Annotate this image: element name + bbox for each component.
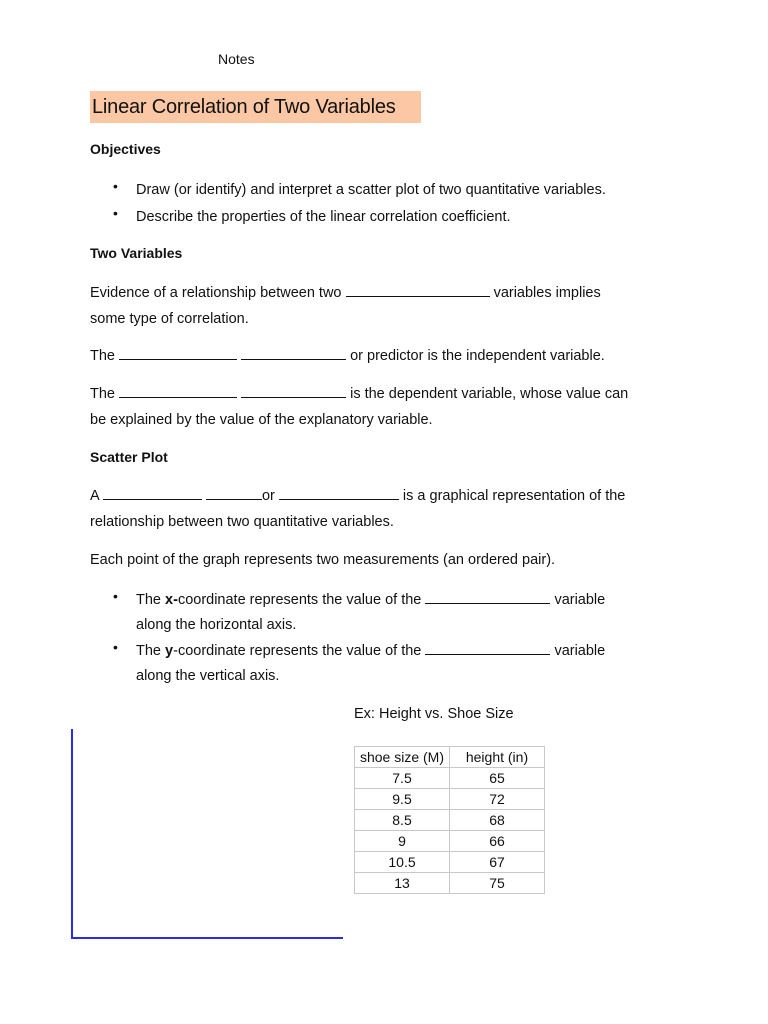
table-cell: 7.5 (355, 768, 450, 789)
table-row (355, 789, 545, 810)
paragraph-evidence: Evidence of a relationship between two variables implies some type of correlation. (90, 285, 601, 327)
objectives-heading: Objectives (90, 141, 161, 157)
blank-line[interactable] (119, 385, 237, 398)
table-cell: 8.5 (355, 810, 450, 831)
paragraph-response: The is the dependent variable, whose value can be explained by the value of the explanatory variable. (90, 386, 629, 428)
table-cell: 66 (450, 831, 545, 852)
blank-line[interactable] (279, 487, 399, 500)
blank-line[interactable] (425, 591, 550, 604)
table-cell: 9 (355, 831, 450, 852)
plot-y-axis (71, 729, 73, 939)
scatter-plot-heading: Scatter Plot (90, 449, 168, 465)
column-header: shoe size (M) (355, 747, 450, 768)
table-row (355, 810, 545, 831)
blank-line[interactable] (103, 487, 202, 500)
blank-line[interactable] (119, 347, 237, 360)
paragraph-ordered-pair: Each point of the graph represents two measurements (an ordered pair). (90, 552, 556, 568)
example-caption: Ex: Height vs. Shoe Size (354, 706, 514, 722)
blank-line[interactable] (241, 347, 346, 360)
table-row (355, 852, 545, 873)
table-cell: 75 (450, 873, 545, 894)
column-header: height (in) (450, 747, 545, 768)
blank-line[interactable] (346, 284, 490, 297)
table-cell: 13 (355, 873, 450, 894)
plot-x-axis (71, 937, 343, 939)
blank-line[interactable] (425, 642, 550, 655)
page-title: Linear Correlation of Two Variables (92, 96, 396, 118)
table-cell: 10.5 (355, 852, 450, 873)
shoe-height-table (354, 746, 545, 894)
table-row (355, 873, 545, 894)
table-cell: 9.5 (355, 789, 450, 810)
two-variables-heading: Two Variables (90, 245, 183, 261)
paragraph-explanatory: The or predictor is the independent variable. (90, 348, 605, 364)
blank-line[interactable] (206, 487, 262, 500)
table-row (355, 768, 545, 789)
title-highlight (90, 91, 421, 123)
table-cell: 72 (450, 789, 545, 810)
paragraph-scatter-definition: A or is a graphical representation of the relationship between two quantitative variables. (90, 488, 626, 530)
notes-label: Notes (218, 51, 255, 67)
table-cell: 67 (450, 852, 545, 873)
blank-line[interactable] (241, 385, 346, 398)
table-row (355, 831, 545, 852)
table-header-row (355, 747, 545, 768)
table-cell: 68 (450, 810, 545, 831)
table-cell: 65 (450, 768, 545, 789)
